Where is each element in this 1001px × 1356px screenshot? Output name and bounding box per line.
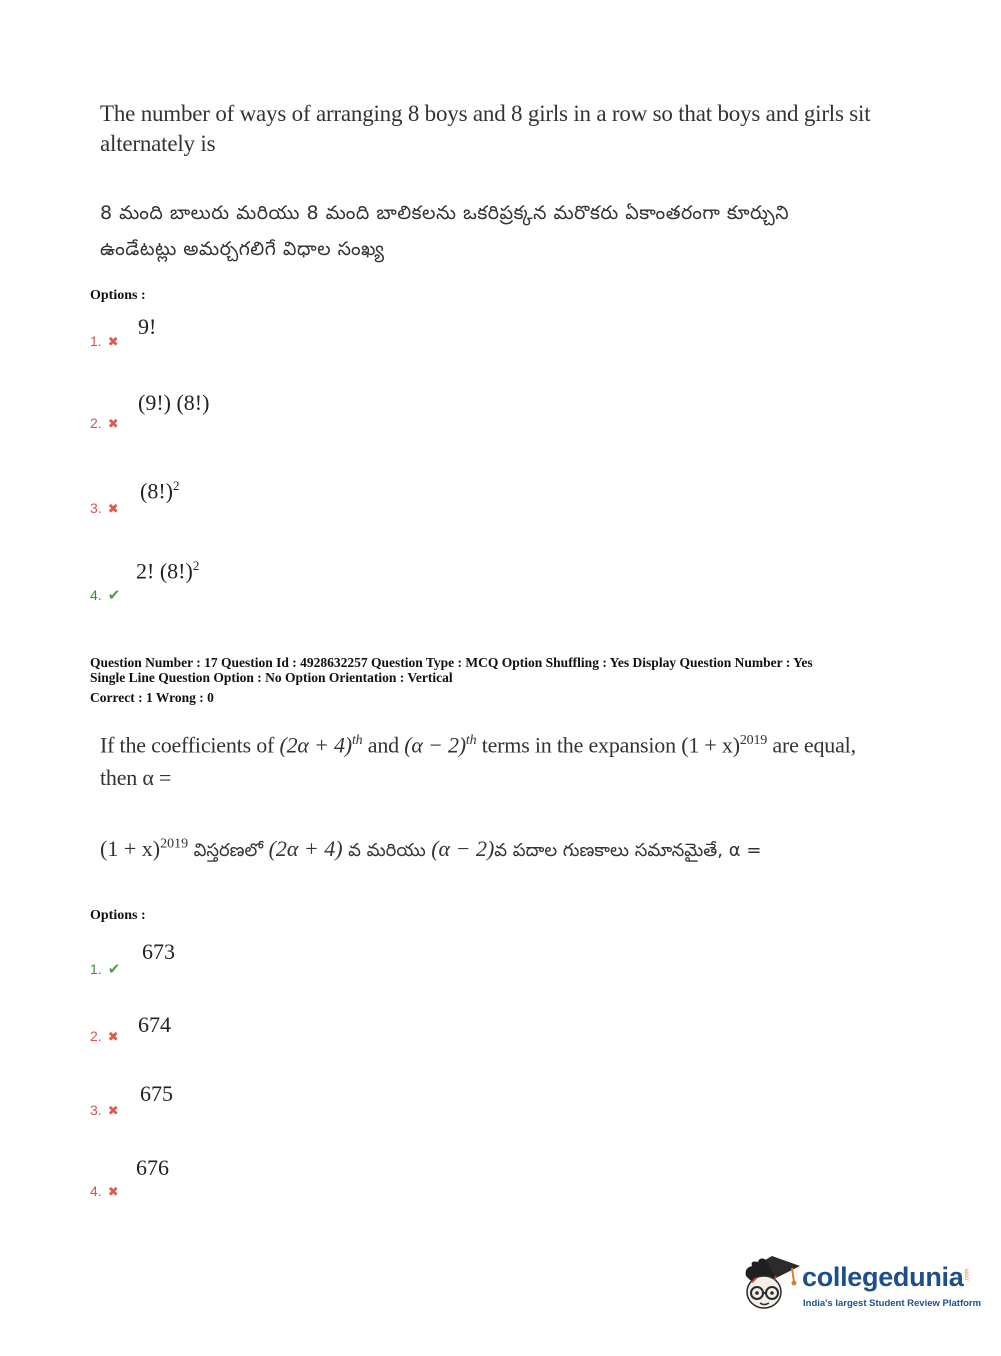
logo-wordmark: collegedunia: [802, 1262, 964, 1292]
wrong-cross-icon: ✖: [107, 1104, 119, 1119]
wrong-cross-icon: ✖: [107, 417, 119, 432]
collegedunia-logo[interactable]: [742, 1248, 982, 1318]
question-17-text-te: $(1 + x)^{2019}$ విస్తరణలో (2α + 4) వ మరియు (α − 2)వ పదాల గుణకాలు సమానమైతే, α =: [100, 836, 762, 861]
logo-com: .com: [964, 1268, 971, 1282]
q16-option-4-value: 2! $(8!)^2$: [136, 558, 200, 584]
q17-option-4-value: 676: [136, 1155, 169, 1180]
question-17-options-label: Options :: [90, 908, 146, 923]
q16-option-2[interactable]: [90, 415, 119, 433]
option-number: 2.: [90, 1028, 102, 1044]
option-number: 4.: [90, 587, 102, 603]
question-17-meta-line1: Question Number : 17 Question Id : 4928632257 Question Type : MCQ Option Shuffling : Yes Display Question Number : Yes: [90, 655, 813, 670]
option-number: 1.: [90, 961, 102, 977]
question-17-text-en-line2: then α =: [100, 765, 172, 790]
question-17-text-en: If the coefficients of $(2\alpha + 4)^{th}$ and $(\alpha - 2)^{th}$ terms in the expansion $(1 + x)^{2019}$ are equal,: [100, 732, 856, 758]
question-17-meta-line2: Single Line Question Option : No Option Orientation : Vertical: [90, 670, 453, 685]
question-16-text-te-line1: 8 మంది బాలురు మరియు 8 మంది బాలికలను ఒకరిప్రక్కన మరొకరు ఏకాంతరంగా కూర్చుని: [100, 202, 790, 224]
q17-option-3-value: 675: [140, 1081, 173, 1106]
question-17-meta-line3: Correct : 1 Wrong : 0: [90, 690, 214, 705]
option-number: 3.: [90, 1102, 102, 1118]
q16-option-3-value: $(8!)^2$: [140, 478, 180, 504]
q16-option-1-value: 9!: [138, 314, 157, 339]
q16-option-3[interactable]: [90, 500, 119, 518]
student-mascot-icon: [742, 1248, 802, 1314]
option-number: 1.: [90, 333, 102, 349]
q17-option-4[interactable]: [90, 1183, 119, 1201]
option-number: 3.: [90, 500, 102, 516]
logo-tagline: India's largest Student Review Platform: [803, 1298, 982, 1309]
question-16-text-te-line2: ఉండేటట్లు అమర్చగలిగే విధాల సంఖ్య: [100, 238, 385, 260]
q16-option-2-value: (9!) (8!): [138, 390, 210, 415]
q16-option-1[interactable]: [90, 333, 119, 351]
q17-option-1[interactable]: [90, 960, 120, 979]
option-number: 4.: [90, 1183, 102, 1199]
q17-option-1-value: 673: [142, 939, 175, 964]
q17-option-2-value: 674: [138, 1012, 171, 1037]
question-16-options-label: Options :: [90, 288, 146, 303]
wrong-cross-icon: ✖: [107, 502, 119, 517]
wrong-cross-icon: ✖: [107, 1185, 119, 1200]
option-number: 2.: [90, 415, 102, 431]
correct-check-icon: ✔: [107, 586, 121, 604]
q17-option-3[interactable]: [90, 1102, 119, 1120]
wrong-cross-icon: ✖: [107, 1030, 119, 1045]
q17-option-2[interactable]: [90, 1028, 119, 1046]
question-16-text-en: The number of ways of arranging 8 boys and 8 girls in a row so that boys and girls sit alternately is: [100, 101, 871, 156]
q16-option-4[interactable]: [90, 586, 120, 605]
correct-check-icon: ✔: [107, 960, 121, 978]
wrong-cross-icon: ✖: [107, 335, 119, 350]
